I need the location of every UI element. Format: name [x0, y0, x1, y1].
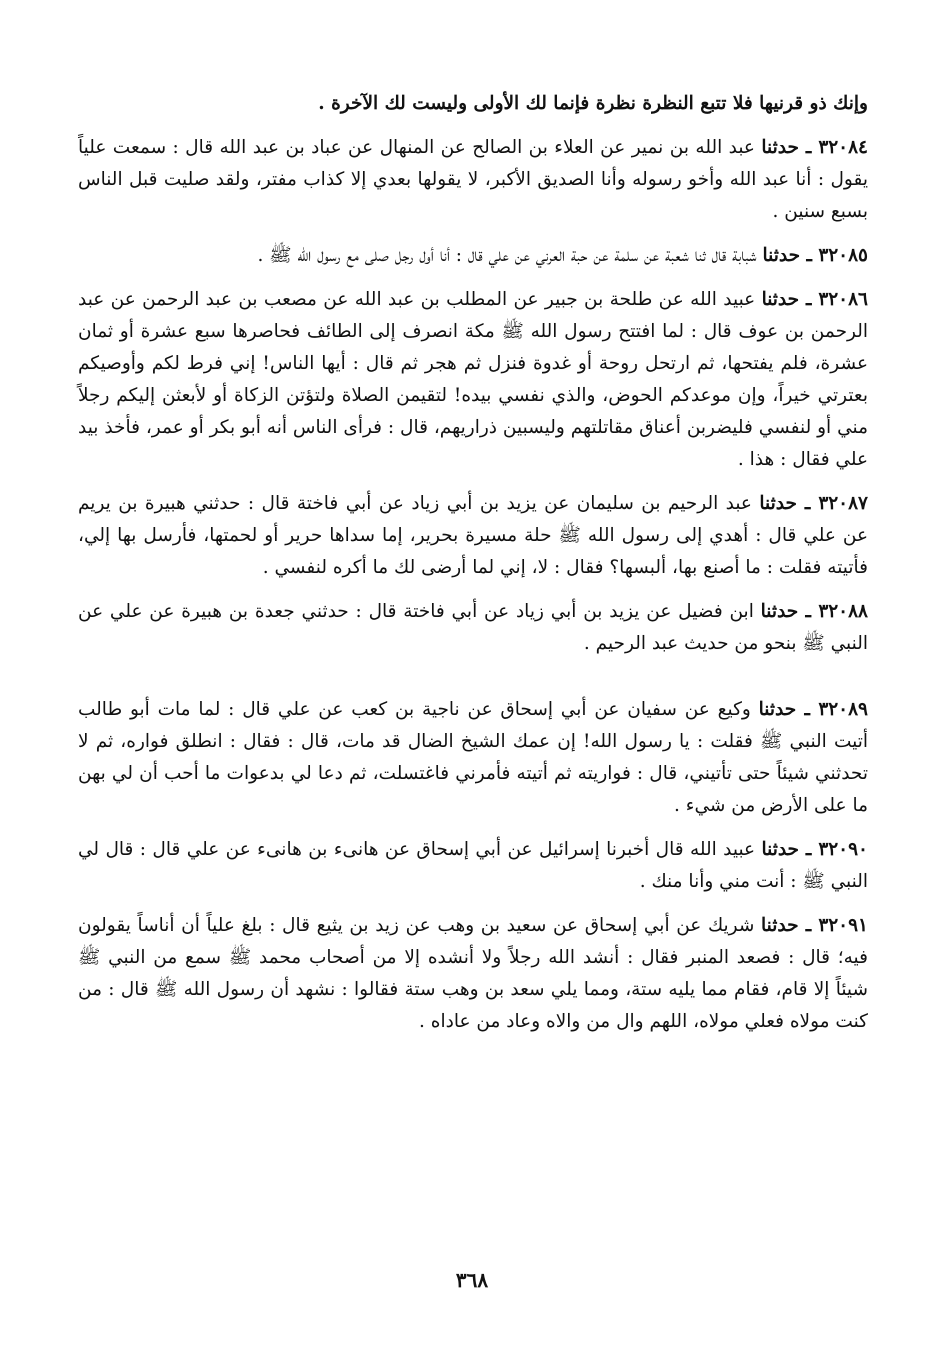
page-number: ٣٦٨ — [455, 1268, 489, 1292]
hadith-paragraph: ٣٢٠٨٦ ـ حدثنا عبيد الله عن طلحة بن جبير عن المطلب بن عبد الله عن مصعب بن عبد الرحمن عن عبد الرحمن بن عوف قال : لما افتتح رسول الله ﷺ مكة انصرف إلى الطائف فحاصرها سبع عشرة أو ثمان عشرة، فلم يفتحها، ثم ارتحل روحة أو غدوة فنزل ثم هجر ثم قال : أيها الناس! إني فرط لكم وأوصيكم بعترتي خيراً، وإن موعدكم الحوض، والذي نفسي بيده! لتقيمن الصلاة ولتؤتن الزكاة أو لأبعثن إليكم رجلاً مني أو لنفسي فليضربن أعناق مقاتلتهم وليسبين ذراريهم، قال : فرأى الناس أنه أبو بكر أو عمر، فأخذ بيد علي فقال : هذا . — [78, 289, 868, 470]
hadith-lead: حدثنا — [760, 601, 799, 622]
hadith-paragraph: ٣٢٠٨٨ ـ حدثنا ابن فضيل عن يزيد بن أبي زياد عن أبي فاختة قال : حدثني جعدة بن هبيرة عن علي عن النبي ﷺ بنحو من حديث عبد الرحيم . — [78, 601, 868, 654]
hadith-lead: حدثنا — [761, 915, 799, 936]
hadith-text: وكيع عن سفيان عن أبي إسحاق عن ناجية بن كعب عن علي قال : لما مات أبو طالب أتيت النبي ﷺ فقلت : يا رسول الله! إن عمك الشيخ الضال قد مات، قال : فقال : انطلق فواره، ثم لا تحدثني شيئاً حتى تأتيني، قال : فواريته ثم أتيته فأمرني فاغتسلت، ثم دعا لي بدعوات ما أحب أن لي بهن ما على الأرض من شيء . — [78, 699, 868, 816]
hadith-text: عبد الله بن نمير عن العلاء بن الصالح عن المنهال عن عباد بن عبد الله قال : سمعت علياً يقول : أنا عبد الله وأخو رسوله وأنا الصديق الأكبر، لا يقولها بعدي إلا كذاب مفتر، ولقد صليت قبل الناس بسبع سنين . — [78, 137, 868, 222]
hadith-text: عبد الرحيم بن سليمان عن يزيد بن أبي زياد عن أبي فاختة قال : حدثني هبيرة بن يريم عن علي قال : أهدي إلى رسول الله ﷺ حلة مسيرة بحرير، إما سداها حرير أو لحمتها، فأرسل بها إلي، فأتيته فقلت : ما أصنع بها، ألبسها؟ فقال : لا، إني لما أرضى لك ما أكره لنفسي . — [78, 493, 868, 578]
hadith-text: شبابة قال ثنا شعبة عن سلمة عن حبة العرني عن علي قال : أنا أول رجل صلى مع رسول الله ﷺ . — [257, 245, 757, 266]
hadith-paragraph: ٣٢٠٩٠ ـ حدثنا عبيد الله قال أخبرنا إسرائيل عن أبي إسحاق عن هانىء بن هانىء عن علي قال : قال لي النبي ﷺ : أنت مني وأنا منك . — [78, 839, 868, 892]
hadith-paragraph: ٣٢٠٩١ ـ حدثنا شريك عن أبي إسحاق عن سعيد بن وهب عن زيد بن يثيع قال : بلغ علياً أن أناساً يقولون فيه؛ قال : فصعد المنبر فقال : أنشد الله رجلاً ولا أنشده إلا من أصحاب محمد ﷺ سمع من النبي ﷺ شيئاً إلا قام، فقام مما يليه ستة، ومما يلي سعد بن وهب ستة فقالوا : نشهد أن رسول الله ﷺ قال : من كنت مولاه فعلي مولاه، اللهم وال من والاه وعاد من عاداه . — [78, 915, 868, 1032]
hadith-paragraph: ٣٢٠٨٩ ـ حدثنا وكيع عن سفيان عن أبي إسحاق عن ناجية بن كعب عن علي قال : لما مات أبو طالب أتيت النبي ﷺ فقلت : يا رسول الله! إن عمك الشيخ الضال قد مات، قال : فقال : انطلق فواره، ثم لا تحدثني شيئاً حتى تأتيني، قال : فواريته ثم أتيته فأمرني فاغتسلت، ثم دعا لي بدعوات ما أحب أن لي بهن ما على الأرض من شيء . — [78, 699, 868, 816]
hadith-number: ٣٢٠٩١ — [818, 915, 868, 936]
hadith-paragraph: ٣٢٠٨٤ ـ حدثنا عبد الله بن نمير عن العلاء بن الصالح عن المنهال عن عباد بن عبد الله قال : سمعت علياً يقول : أنا عبد الله وأخو رسوله وأنا الصديق الأكبر، لا يقولها بعدي إلا كذاب مفتر، ولقد صليت قبل الناس بسبع سنين . — [78, 137, 868, 222]
hadith-number: ٣٢٠٨٤ — [818, 137, 868, 158]
hadith-number: ٣٢٠٨٥ — [818, 245, 868, 266]
hadith-number: ٣٢٠٨٦ — [818, 289, 868, 310]
hadith-number: ٣٢٠٨٧ — [818, 493, 868, 514]
continuation-line — [78, 88, 868, 120]
hadith-text: شريك عن أبي إسحاق عن سعيد بن وهب عن زيد بن يثيع قال : بلغ علياً أن أناساً يقولون فيه؛ قال : فصعد المنبر فقال : أنشد الله رجلاً ولا أنشده إلا من أصحاب محمد ﷺ سمع من النبي ﷺ شيئاً إلا قام، فقام مما يليه ستة، ومما يلي سعد بن وهب ستة فقالوا : نشهد أن رسول الله ﷺ قال : من كنت مولاه فعلي مولاه، اللهم وال من والاه وعاد من عاداه . — [78, 915, 868, 1032]
continuation-text: وإنك ذو قرنيها فلا تتبع النظرة نظرة فإنما لك الأولى وليست لك الآخرة . — [318, 93, 868, 114]
hadith-lead: حدثنا — [761, 289, 800, 310]
hadith-number: ٣٢٠٩٠ — [818, 839, 868, 860]
hadith-lead: حدثنا — [762, 245, 800, 266]
hadith-lead: حدثنا — [761, 137, 799, 158]
hadith-lead: حدثنا — [758, 699, 797, 720]
hadith-text: عبيد الله عن طلحة بن جبير عن المطلب بن عبد الله عن مصعب بن عبد الرحمن عن عبد الرحمن بن عوف قال : لما افتتح رسول الله ﷺ مكة انصرف إلى الطائف فحاصرها سبع عشرة أو ثمان عشرة، فلم يفتحها، ثم ارتحل روحة أو غدوة فنزل ثم هجر ثم قال : أيها الناس! إني فرط لكم وأوصيكم بعترتي خيراً، وإن موعدكم الحوض، والذي نفسي بيده! لتقيمن الصلاة ولتؤتن الزكاة أو لأبعثن إليكم رجلاً مني أو لنفسي فليضربن أعناق مقاتلتهم وليسبين ذراريهم، قال : فرأى الناس أنه أبو بكر أو عمر، فأخذ بيد علي فقال : هذا . — [78, 289, 868, 470]
hadith-paragraph: ٣٢٠٨٧ ـ حدثنا عبد الرحيم بن سليمان عن يزيد بن أبي زياد عن أبي فاختة قال : حدثني هبيرة بن يريم عن علي قال : أهدي إلى رسول الله ﷺ حلة مسيرة بحرير، إما سداها حرير أو لحمتها، فأرسل بها إلي، فأتيته فقلت : ما أصنع بها، ألبسها؟ فقال : لا، إني لما أرضى لك ما أكره لنفسي . — [78, 493, 868, 578]
hadith-text: ابن فضيل عن يزيد بن أبي زياد عن أبي فاختة قال : حدثني جعدة بن هبيرة عن علي عن النبي ﷺ بنحو من حديث عبد الرحيم . — [78, 601, 868, 654]
hadith-paragraph: ٣٢٠٨٥ ـ حدثنا شبابة قال ثنا شعبة عن سلمة عن حبة العرني عن علي قال : أنا أول رجل صلى مع رسول الله ﷺ . — [257, 245, 868, 266]
hadith-lead: حدثنا — [759, 493, 797, 514]
hadith-lead: حدثنا — [761, 839, 799, 860]
page-body — [78, 88, 868, 1050]
hadith-number: ٣٢٠٨٩ — [818, 699, 868, 720]
hadith-number: ٣٢٠٨٨ — [818, 601, 868, 622]
hadith-text: عبيد الله قال أخبرنا إسرائيل عن أبي إسحاق عن هانىء بن هانىء عن علي قال : قال لي النبي ﷺ : أنت مني وأنا منك . — [78, 839, 868, 892]
